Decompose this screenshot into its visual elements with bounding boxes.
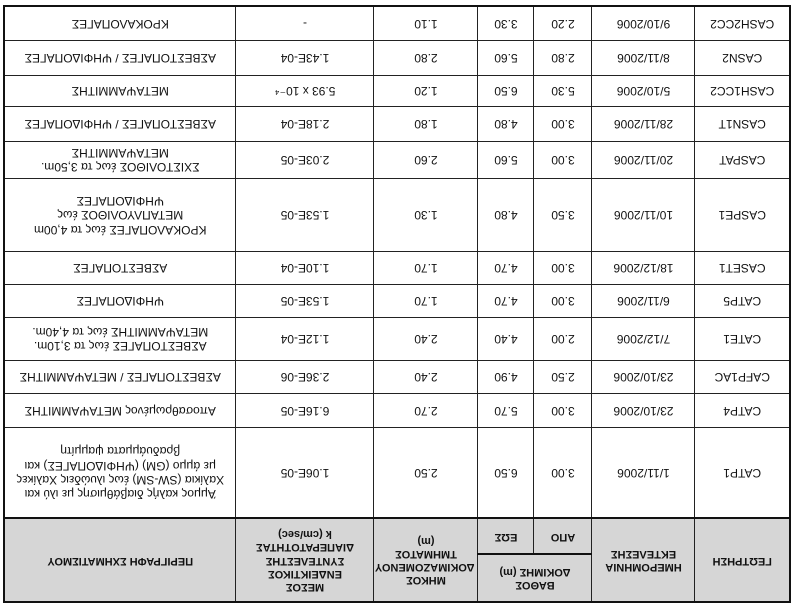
header-perm-line-2: ΕΝΔΕΙΚΤΙΚΟΣ — [268, 567, 342, 580]
description-cell — [4, 106, 236, 141]
permeability-cell: 1.53E-05 — [236, 285, 374, 318]
header-from: ΑΠΟ — [534, 518, 592, 554]
length-cell: 2.40 — [374, 317, 478, 360]
table-row — [4, 252, 790, 285]
depth-from-cell: 3.00 — [534, 285, 592, 318]
depth-to-cell: 4.40 — [478, 317, 534, 360]
description-cell — [4, 76, 236, 107]
table-row — [4, 285, 790, 318]
depth-to-cell: 5.70 — [478, 393, 534, 428]
description-cell — [4, 393, 236, 428]
permeability-test-table — [3, 5, 791, 603]
length-cell: 1.10 — [374, 6, 478, 41]
table-row — [4, 106, 790, 141]
description-line: ΜΕΤΑΨΑΜΜΙΤΗΣ έως τα 4,40m. — [32, 324, 209, 339]
permeability-cell: 6.16E-05 — [236, 393, 374, 428]
permeability-cell: 1.10E-04 — [236, 252, 374, 285]
permeability-cell: 1.06E-05 — [236, 428, 374, 518]
header-date-line-1: ΗΜΕΡΟΜΗΝΙΑ — [605, 561, 682, 574]
description-line: ΑΣΒΕΣΤΟΠΑΓΕΣ / ΨΗΦΙΔΟΠΑΓΕΣ — [24, 117, 216, 131]
header-perm-line-5: k (cm/sec) — [278, 528, 332, 541]
header-length-line-4: (m) — [417, 534, 435, 547]
borehole-id-cell: CATP5 — [695, 285, 790, 318]
table-row — [4, 76, 790, 107]
table-row — [4, 178, 790, 252]
permeability-cell: 5.93 x 10⁻⁴ — [236, 76, 374, 107]
description-line: ΜΕΤΑΨΑΜΜΙΤΗΣ — [71, 145, 169, 160]
date-cell: 5/10/2006 — [592, 76, 695, 107]
description-cell — [4, 252, 236, 285]
permeability-cell: 2.36E-06 — [236, 360, 374, 393]
description-cell — [4, 41, 236, 76]
length-cell: 2.40 — [374, 360, 478, 393]
header-depth-group — [478, 554, 592, 602]
borehole-id-cell: CASPE1 — [695, 178, 790, 252]
depth-from-cell: 2.20 — [534, 6, 592, 41]
description-line: ΑΣΒΕΣΤΟΠΑΓΕΣ / ΜΕΤΑΨΑΜΜΙΤΗΣ — [19, 369, 221, 384]
header-length-line-1: ΜΗΚΟΣ — [406, 574, 446, 587]
date-cell: 7/12/2006 — [592, 317, 695, 360]
description-line: Αποσαθρωμένος ΜΕΤΑΨΑΜΜΙΤΗΣ — [24, 403, 216, 418]
borehole-id-cell: CASN2 — [695, 41, 790, 76]
permeability-cell: 1.12E-04 — [236, 317, 374, 360]
permeability-cell: 2.18E-04 — [236, 106, 374, 141]
header-depth-line-1: ΒΑΘΟΣ — [515, 579, 555, 592]
table-header — [4, 518, 790, 602]
date-cell: 23/10/2006 — [592, 360, 695, 393]
depth-to-cell: 5.60 — [478, 141, 534, 178]
borehole-id-cell: CASPAT — [695, 141, 790, 178]
date-cell: 23/10/2006 — [592, 393, 695, 428]
header-date-line-2: ΕΚΤΕΛΕΣΗΣ — [610, 548, 677, 560]
depth-from-cell: 2.80 — [534, 41, 592, 76]
depth-to-cell: 5.60 — [478, 41, 534, 76]
description-cell — [4, 6, 236, 41]
depth-from-cell: 3.50 — [534, 178, 592, 252]
depth-from-cell: 5.30 — [534, 76, 592, 107]
borehole-id-cell: CAFP1AC — [695, 360, 790, 393]
description-line: ΜΕΤΑΠΛΥΟΛΙΘΟΣ έως — [57, 208, 184, 223]
header-perm-line-4: ΔΙΑΠΕΡΑΤΟΤΗΤΑΣ — [256, 541, 354, 554]
permeability-cell: 1.53E-05 — [236, 178, 374, 252]
depth-to-cell: 4.70 — [478, 285, 534, 318]
table-row — [4, 141, 790, 178]
depth-from-cell: 3.00 — [534, 252, 592, 285]
depth-from-cell: 2.00 — [534, 317, 592, 360]
borehole-id-cell: CASET1 — [695, 252, 790, 285]
header-perm-line-1: ΜΕΣΟΣ — [285, 580, 325, 593]
description-cell — [4, 141, 236, 178]
date-cell: 1/11/2006 — [592, 428, 695, 518]
length-cell: 1.20 — [374, 76, 478, 107]
header-description: ΠΕΡΙΓΡΑΦΗ ΣΧΗΜΑΤΙΣΜΟΥ — [4, 518, 236, 602]
description-cell — [4, 360, 236, 393]
description-line: ΜΕΤΑΨΑΜΜΙΤΗΣ — [71, 84, 169, 99]
depth-to-cell: 4.90 — [478, 360, 534, 393]
borehole-id-cell: CATP1 — [695, 428, 790, 518]
permeability-cell: 2.03E-05 — [236, 141, 374, 178]
date-cell: 6/11/2006 — [592, 285, 695, 318]
header-length — [374, 518, 478, 602]
borehole-id-cell: CATP4 — [695, 393, 790, 428]
depth-from-cell: 3.00 — [534, 428, 592, 518]
description-cell — [4, 285, 236, 318]
date-cell: 8/11/2006 — [592, 41, 695, 76]
description-line: ΑΣΒΕΣΤΟΠΑΓΕΣ / ΨΗΦΙΔΟΠΑΓΕΣ — [24, 51, 216, 66]
description-line: ΨΗΦΙΔΟΠΑΓΕΣ — [76, 193, 164, 208]
header-date — [592, 518, 695, 602]
header-borehole: ΓΕΩΤΡΗΣΗ — [695, 518, 790, 602]
borehole-id-cell: CATE1 — [695, 317, 790, 360]
borehole-id-cell: CASH2CC2 — [695, 6, 790, 41]
table-row — [4, 317, 790, 360]
table-row — [4, 41, 790, 76]
borehole-id-cell: CASH1CC2 — [695, 76, 790, 107]
depth-to-cell: 4.80 — [478, 106, 534, 141]
depth-from-cell: 3.00 — [534, 106, 592, 141]
header-perm-line-3: ΣΥΝΤΕΛΕΣΤΗΣ — [265, 554, 345, 567]
date-cell: 10/11/2006 — [592, 178, 695, 252]
description-line: ΑΣΒΕΣΤΟΠΑΓΕΣ — [73, 261, 168, 276]
table-row — [4, 6, 790, 41]
date-cell: 20/11/2006 — [592, 141, 695, 178]
depth-to-cell: 6.50 — [478, 76, 534, 107]
header-permeability — [236, 518, 374, 602]
description-line: με άμμο (GM) (ΨΗΦΙΔΟΠΑΓΕΣ) και — [24, 458, 216, 473]
date-cell: 28/11/2006 — [592, 106, 695, 141]
header-depth-line-2: ΔΟΚΙΜΗΣ (m) — [499, 566, 571, 578]
table-row — [4, 393, 790, 428]
description-line: Χαλίκια (SW-SM) έως ιλυώδεις Χαλίκες — [16, 473, 225, 488]
depth-from-cell: 2.50 — [534, 360, 592, 393]
depth-to-cell: 4.80 — [478, 178, 534, 252]
depth-to-cell: 3.30 — [478, 6, 534, 41]
depth-to-cell: 6.50 — [478, 428, 534, 518]
depth-from-cell: 3.00 — [534, 393, 592, 428]
description-line: ΨΗΦΙΔΟΠΑΓΕΣ — [76, 294, 164, 309]
description-line: ΑΣΒΕΣΤΟΠΑΓΕΣ έως τα 3,10m. — [33, 339, 207, 354]
description-cell — [4, 317, 236, 360]
borehole-id-cell: CASN1T — [695, 106, 790, 141]
permeability-cell: - — [236, 6, 374, 41]
depth-to-cell: 4.70 — [478, 252, 534, 285]
header-length-line-2: ΔΟΚΙΜΑΖΟΜΕΝΟΥ — [374, 561, 475, 574]
table-body — [4, 6, 790, 518]
header-row-top — [4, 554, 790, 602]
permeability-cell: 1.43E-04 — [236, 41, 374, 76]
length-cell: 2.60 — [374, 141, 478, 178]
length-cell: 2.50 — [374, 428, 478, 518]
description-line: ΚΡΟΚΑΛΟΠΑΓΕΣ — [71, 16, 169, 31]
length-cell: 1.70 — [374, 285, 478, 318]
length-cell: 1.30 — [374, 178, 478, 252]
description-line: βραδυάμματα ψαμμίτη — [60, 444, 181, 459]
table-row — [4, 360, 790, 393]
description-cell — [4, 178, 236, 252]
description-line: Άμμος καλής διαβάθμισης με ιλύ και — [24, 487, 216, 502]
table-row — [4, 428, 790, 518]
header-length-line-3: ΤΜΗΜΑΤΟΣ — [395, 548, 457, 560]
depth-from-cell: 3.00 — [534, 141, 592, 178]
length-cell: 1.70 — [374, 252, 478, 285]
header-to: ΕΩΣ — [478, 518, 534, 554]
description-cell — [4, 428, 236, 518]
description-line: ΚΡΟΚΑΛΟΠΑΓΕΣ έως τα 4,00m — [33, 222, 207, 237]
date-cell: 9/10/2006 — [592, 6, 695, 41]
date-cell: 18/12/2006 — [592, 252, 695, 285]
length-cell: 2.80 — [374, 41, 478, 76]
description-line: ΣΧΙΣΤΟΛΙΘΟΣ έως τα 3,50m. — [40, 160, 200, 175]
length-cell: 1.80 — [374, 106, 478, 141]
length-cell: 2.70 — [374, 393, 478, 428]
